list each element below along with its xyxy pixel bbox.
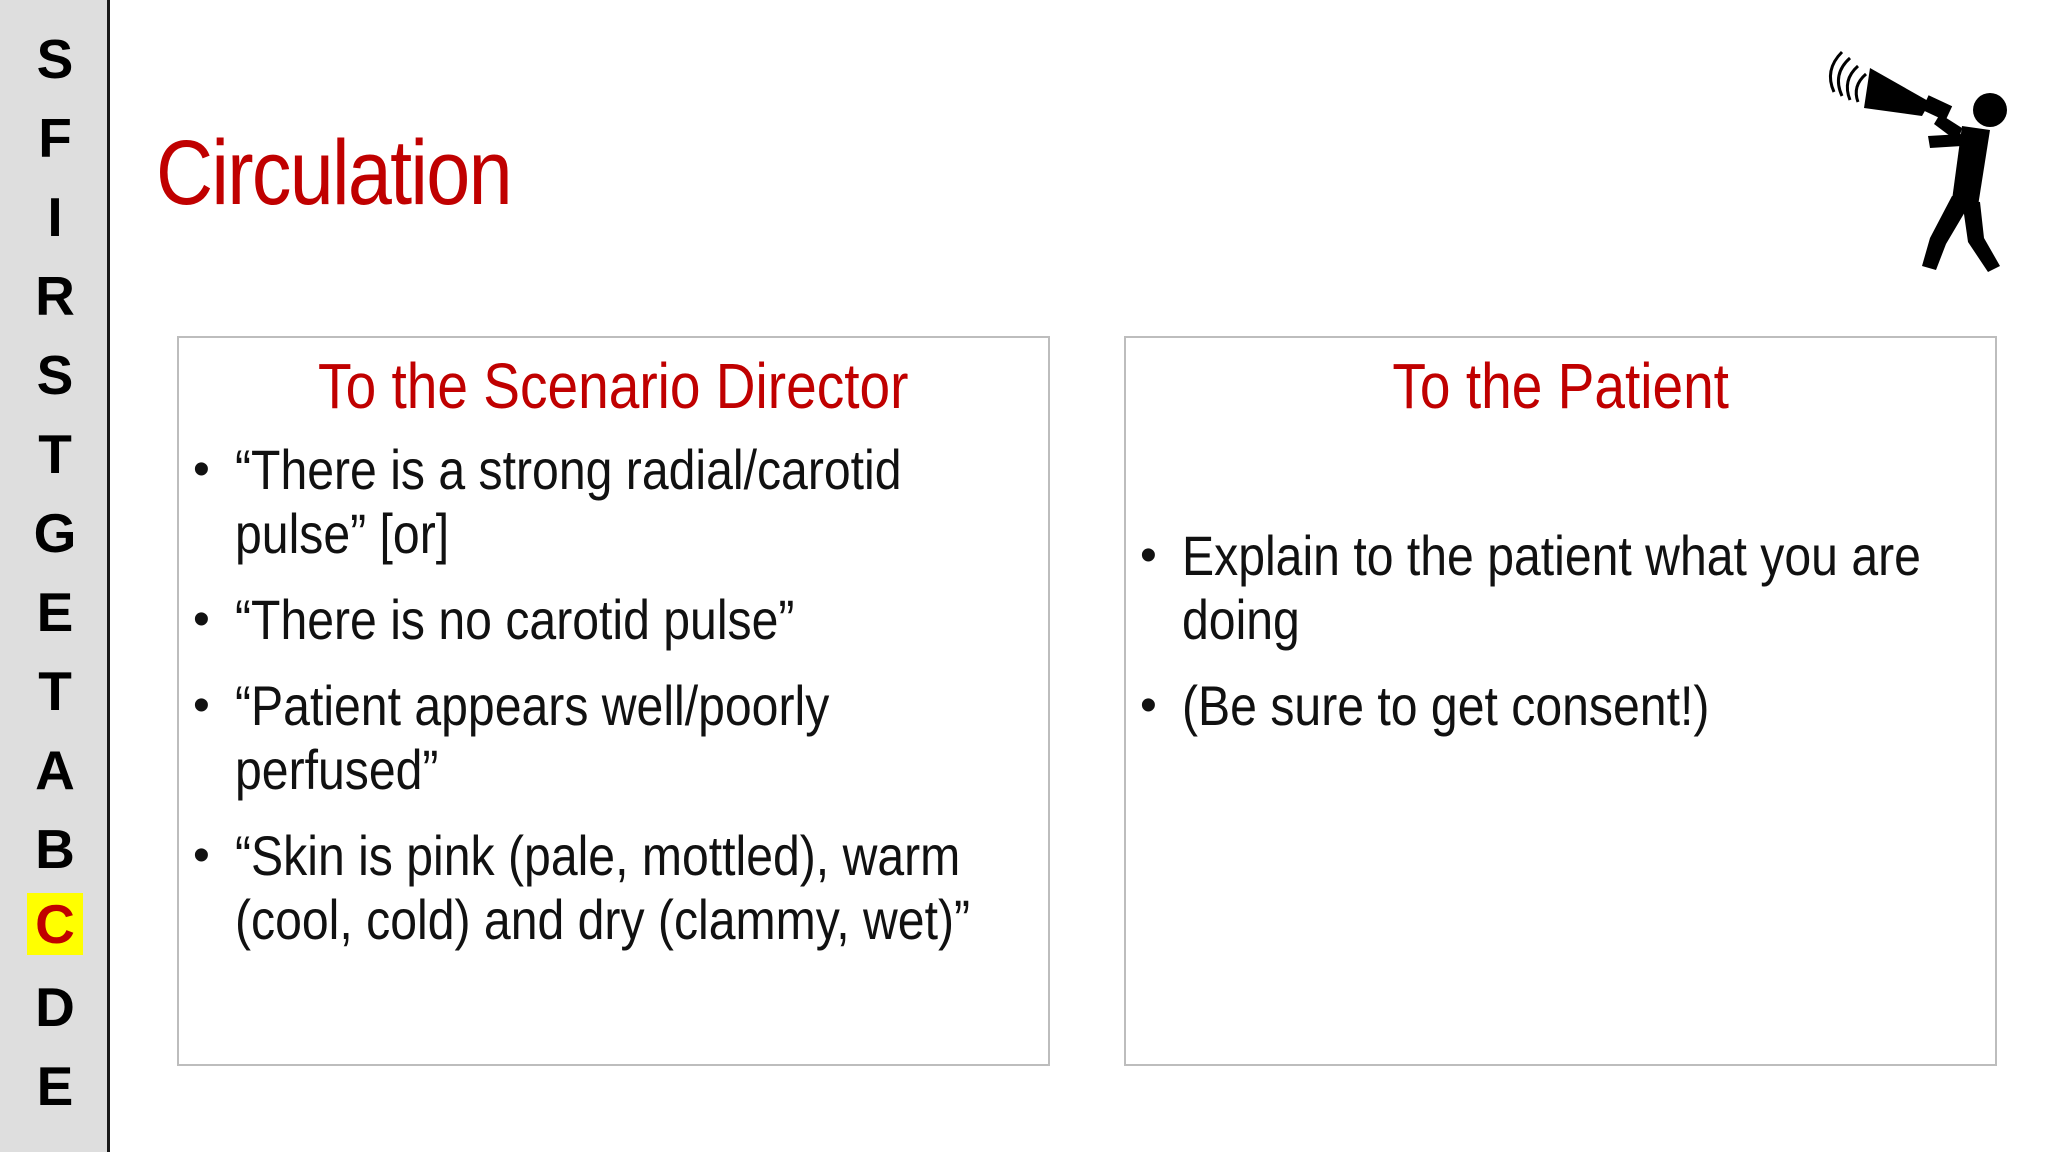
bullet-icon: • — [1140, 529, 1157, 582]
list-item: • (Be sure to get consent!) — [1140, 674, 1710, 737]
scenario-director-heading: To the Scenario Director — [318, 350, 909, 422]
patient-heading: To the Patient — [1392, 350, 1729, 422]
sidebar-letter-g: G — [33, 502, 77, 564]
sidebar-letter-e2: E — [36, 1055, 74, 1117]
bullet-icon: • — [193, 593, 210, 646]
sidebar-letter-highlight: C — [27, 893, 83, 955]
sidebar-letter-s2: S — [36, 344, 74, 406]
patient-bullets — [1140, 524, 1985, 760]
sidebar-letter-f: F — [38, 107, 72, 169]
bullet-icon: • — [193, 443, 210, 496]
list-item: • “Patient appears well/poorly perfused” — [193, 674, 830, 801]
sidebar-letter-t2: T — [38, 660, 72, 722]
list-item: • “Skin is pink (pale, mottled), warm (cool, cold) and dry (clammy, wet)” — [193, 824, 971, 951]
bullet-icon: • — [1140, 679, 1157, 732]
list-item: • “There is a strong radial/carotid pulse” [or] — [193, 438, 902, 565]
person-with-megaphone-icon — [1812, 30, 2022, 280]
sidebar-letter-e: E — [36, 581, 74, 643]
slide-title: Circulation — [156, 122, 511, 224]
sidebar-letter-r: R — [35, 265, 75, 327]
sidebar-letter-i: I — [47, 186, 63, 248]
scenario-director-bullets — [193, 438, 1038, 974]
sidebar-acronym — [0, 0, 110, 1152]
list-item: • “There is no carotid pulse” — [193, 588, 795, 651]
bullet-icon: • — [193, 679, 210, 732]
sidebar-letter-c-highlighted — [0, 893, 110, 955]
sidebar-letter-d: D — [35, 976, 75, 1038]
sidebar-letter-a: A — [35, 739, 75, 801]
patient-panel — [1124, 336, 1997, 1066]
sidebar-letter-b: B — [35, 818, 75, 880]
sidebar-letter-s: S — [36, 28, 74, 90]
list-item: • Explain to the patient what you are doing — [1140, 524, 1921, 651]
scenario-director-panel — [177, 336, 1050, 1066]
sidebar-letter-t: T — [38, 423, 72, 485]
bullet-icon: • — [193, 829, 210, 882]
